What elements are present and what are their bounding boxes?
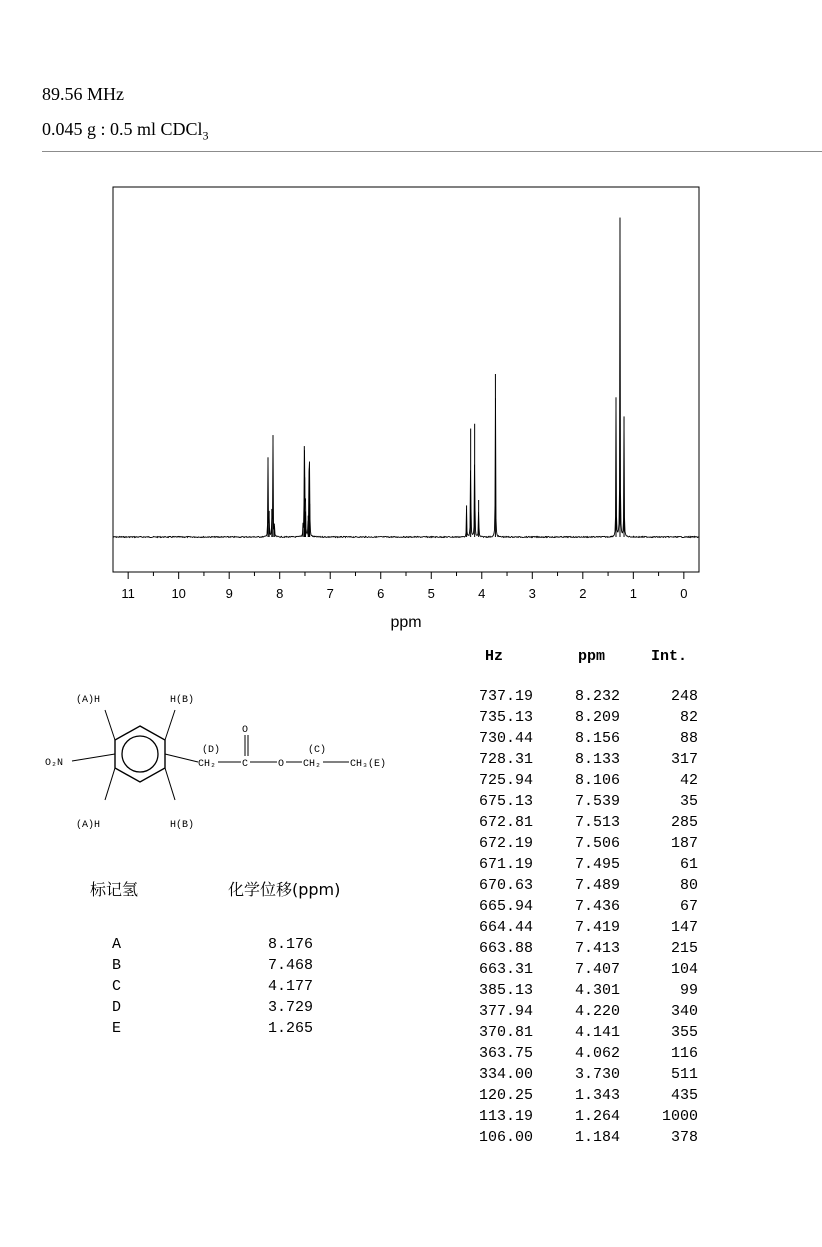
x-axis-ticks bbox=[128, 572, 684, 579]
chemical-shift: 7.468 bbox=[268, 957, 314, 974]
hydrogen-label: B bbox=[112, 957, 122, 974]
chemical-shift: 1.265 bbox=[268, 1020, 314, 1037]
header-ppm: ppm bbox=[577, 648, 605, 665]
cell-int: 82 bbox=[679, 709, 698, 726]
hydrogen-label: D bbox=[112, 999, 122, 1016]
hydrogen-label: C bbox=[112, 978, 122, 995]
table-row bbox=[455, 749, 698, 770]
ch3-e: CH₃(E) bbox=[350, 759, 387, 770]
cell-hz: 665.94 bbox=[478, 898, 533, 915]
cell-int: 248 bbox=[670, 688, 698, 705]
x-tick-label: 7 bbox=[326, 586, 334, 601]
bond-ring-ch2 bbox=[165, 754, 198, 762]
table-row bbox=[455, 707, 698, 728]
cell-hz: 664.44 bbox=[478, 919, 533, 936]
cell-hz: 737.19 bbox=[478, 688, 533, 705]
cell-int: 215 bbox=[670, 940, 698, 957]
spectrometer-frequency: 89.56 MHz bbox=[42, 84, 124, 104]
table-row bbox=[455, 959, 698, 980]
table-row bbox=[455, 1043, 698, 1064]
cell-ppm: 7.436 bbox=[574, 898, 620, 915]
ch2-c-label: (C) bbox=[308, 745, 327, 756]
cell-int: 99 bbox=[679, 982, 698, 999]
table-row bbox=[455, 686, 698, 707]
assignment-table bbox=[90, 878, 468, 1039]
cell-hz: 730.44 bbox=[478, 730, 533, 747]
cell-int: 1000 bbox=[661, 1108, 698, 1125]
cell-hz: 363.75 bbox=[478, 1045, 533, 1062]
x-tick-label: 11 bbox=[121, 586, 135, 601]
cell-ppm: 1.343 bbox=[574, 1087, 620, 1104]
spectrum-trace bbox=[113, 218, 699, 538]
x-tick-label: 2 bbox=[579, 586, 587, 601]
table-row bbox=[455, 1001, 698, 1022]
cell-ppm: 7.513 bbox=[574, 814, 620, 831]
table-row bbox=[455, 770, 698, 791]
table-row bbox=[455, 1064, 698, 1085]
cell-hz: 675.13 bbox=[478, 793, 533, 810]
cell-ppm: 4.062 bbox=[574, 1045, 620, 1062]
x-tick-label: 0 bbox=[680, 586, 688, 601]
cell-int: 355 bbox=[670, 1024, 698, 1041]
cell-ppm: 8.106 bbox=[574, 772, 620, 789]
table-row bbox=[455, 728, 698, 749]
cell-int: 88 bbox=[679, 730, 698, 747]
cell-hz: 113.19 bbox=[478, 1108, 533, 1125]
sample-text: 0.045 g : 0.5 ml CDCl bbox=[42, 119, 203, 139]
h-a-top: (A)H bbox=[76, 695, 101, 706]
cell-hz: 728.31 bbox=[478, 751, 533, 768]
hydrogen-label: A bbox=[112, 936, 122, 953]
cell-hz: 670.63 bbox=[478, 877, 533, 894]
ch2-d: CH₂ bbox=[198, 759, 217, 770]
cell-int: 187 bbox=[670, 835, 698, 852]
ch2-d-label: (D) bbox=[202, 745, 221, 756]
cell-hz: 120.25 bbox=[478, 1087, 533, 1104]
cell-int: 511 bbox=[670, 1066, 698, 1083]
assignment-row bbox=[90, 934, 468, 955]
assignment-rows bbox=[90, 934, 468, 1039]
cell-int: 61 bbox=[679, 856, 698, 873]
chemical-shift: 8.176 bbox=[268, 936, 314, 953]
cell-ppm: 1.184 bbox=[574, 1129, 620, 1146]
cell-ppm: 8.232 bbox=[574, 688, 620, 705]
cell-ppm: 7.419 bbox=[574, 919, 620, 936]
peak-table-body bbox=[455, 686, 698, 1148]
cell-hz: 725.94 bbox=[478, 772, 533, 789]
carbonyl-carbon: C bbox=[242, 759, 249, 770]
cell-hz: 672.19 bbox=[478, 835, 533, 852]
bond-no2 bbox=[72, 754, 115, 761]
cell-ppm: 7.489 bbox=[574, 877, 620, 894]
sample-subscript: 3 bbox=[202, 128, 209, 143]
table-row bbox=[455, 791, 698, 812]
bond-h-a-bottom bbox=[105, 768, 115, 800]
assignment-row bbox=[90, 955, 468, 976]
table-row bbox=[455, 1127, 698, 1148]
x-tick-label: 5 bbox=[427, 586, 435, 601]
cell-int: 67 bbox=[679, 898, 698, 915]
cell-int: 285 bbox=[670, 814, 698, 831]
chemical-shift: 4.177 bbox=[268, 978, 314, 995]
assignment-row bbox=[90, 976, 468, 997]
cell-ppm: 7.506 bbox=[574, 835, 620, 852]
assignment-row bbox=[90, 997, 468, 1018]
cell-ppm: 1.264 bbox=[574, 1108, 620, 1125]
cell-hz: 385.13 bbox=[478, 982, 533, 999]
cell-ppm: 3.730 bbox=[574, 1066, 620, 1083]
cell-ppm: 4.220 bbox=[574, 1003, 620, 1020]
h-a-bottom: (A)H bbox=[76, 820, 101, 831]
x-tick-label: 6 bbox=[377, 586, 385, 601]
cell-hz: 671.19 bbox=[478, 856, 533, 873]
cell-ppm: 8.133 bbox=[574, 751, 620, 768]
cell-ppm: 8.156 bbox=[574, 730, 620, 747]
bond-h-b-top bbox=[165, 710, 175, 740]
x-tick-label: 4 bbox=[478, 586, 486, 601]
x-tick-label: 3 bbox=[528, 586, 536, 601]
assignment-row bbox=[90, 1018, 468, 1039]
ch2-c: CH₂ bbox=[303, 759, 322, 770]
cell-ppm: 7.539 bbox=[574, 793, 620, 810]
peak-table bbox=[455, 646, 698, 1148]
header-label: 标记氢 bbox=[90, 880, 139, 899]
cell-int: 378 bbox=[670, 1129, 698, 1146]
peak-markers bbox=[268, 218, 624, 537]
table-row bbox=[455, 833, 698, 854]
cell-int: 147 bbox=[670, 919, 698, 936]
x-axis-tick-labels bbox=[121, 586, 687, 601]
cell-hz: 663.88 bbox=[478, 940, 533, 957]
cell-int: 35 bbox=[679, 793, 698, 810]
cell-hz: 735.13 bbox=[478, 709, 533, 726]
cell-hz: 334.00 bbox=[478, 1066, 533, 1083]
x-axis-label: ppm bbox=[390, 614, 422, 631]
cell-int: 340 bbox=[670, 1003, 698, 1020]
x-tick-label: 9 bbox=[225, 586, 233, 601]
molecule-structure bbox=[40, 680, 420, 840]
table-row bbox=[455, 1106, 698, 1127]
cell-hz: 106.00 bbox=[478, 1129, 533, 1146]
table-row bbox=[455, 917, 698, 938]
cell-int: 116 bbox=[670, 1045, 698, 1062]
cell-hz: 672.81 bbox=[478, 814, 533, 831]
bond-h-b-bottom bbox=[165, 768, 175, 800]
table-row bbox=[455, 896, 698, 917]
cell-int: 80 bbox=[679, 877, 698, 894]
cell-hz: 663.31 bbox=[478, 961, 533, 978]
cell-hz: 377.94 bbox=[478, 1003, 533, 1020]
h-b-top: H(B) bbox=[170, 695, 195, 706]
table-row bbox=[455, 875, 698, 896]
chemical-shift: 3.729 bbox=[268, 999, 314, 1016]
cell-ppm: 4.301 bbox=[574, 982, 620, 999]
header-int: Int. bbox=[650, 648, 687, 665]
table-row bbox=[455, 1022, 698, 1043]
ester-oxygen: O bbox=[278, 759, 285, 770]
x-tick-label: 8 bbox=[276, 586, 284, 601]
cell-int: 104 bbox=[670, 961, 698, 978]
table-row bbox=[455, 980, 698, 1001]
hydrogen-label: E bbox=[112, 1020, 122, 1037]
x-tick-label: 1 bbox=[629, 586, 637, 601]
cell-int: 317 bbox=[670, 751, 698, 768]
header-hz: Hz bbox=[484, 648, 503, 665]
h-b-bottom: H(B) bbox=[170, 820, 195, 831]
plot-frame bbox=[113, 187, 699, 572]
assignment-header bbox=[90, 878, 468, 902]
cell-int: 435 bbox=[670, 1087, 698, 1104]
table-row bbox=[455, 854, 698, 875]
table-row bbox=[455, 812, 698, 833]
cell-ppm: 8.209 bbox=[574, 709, 620, 726]
header-shift: 化学位移(ppm) bbox=[228, 880, 341, 899]
peak-table-header bbox=[455, 646, 698, 667]
table-row bbox=[455, 1085, 698, 1106]
cell-ppm: 7.413 bbox=[574, 940, 620, 957]
x-tick-label: 10 bbox=[171, 586, 186, 601]
cell-int: 42 bbox=[679, 772, 698, 789]
bond-h-a-top bbox=[105, 710, 115, 740]
cell-ppm: 7.407 bbox=[574, 961, 620, 978]
carbonyl-oxygen: O bbox=[242, 725, 249, 736]
table-row bbox=[455, 938, 698, 959]
benzene-ring bbox=[115, 726, 165, 782]
no2-group: O₂N bbox=[45, 758, 64, 769]
cell-ppm: 4.141 bbox=[574, 1024, 620, 1041]
cell-ppm: 7.495 bbox=[574, 856, 620, 873]
cell-hz: 370.81 bbox=[478, 1024, 533, 1041]
